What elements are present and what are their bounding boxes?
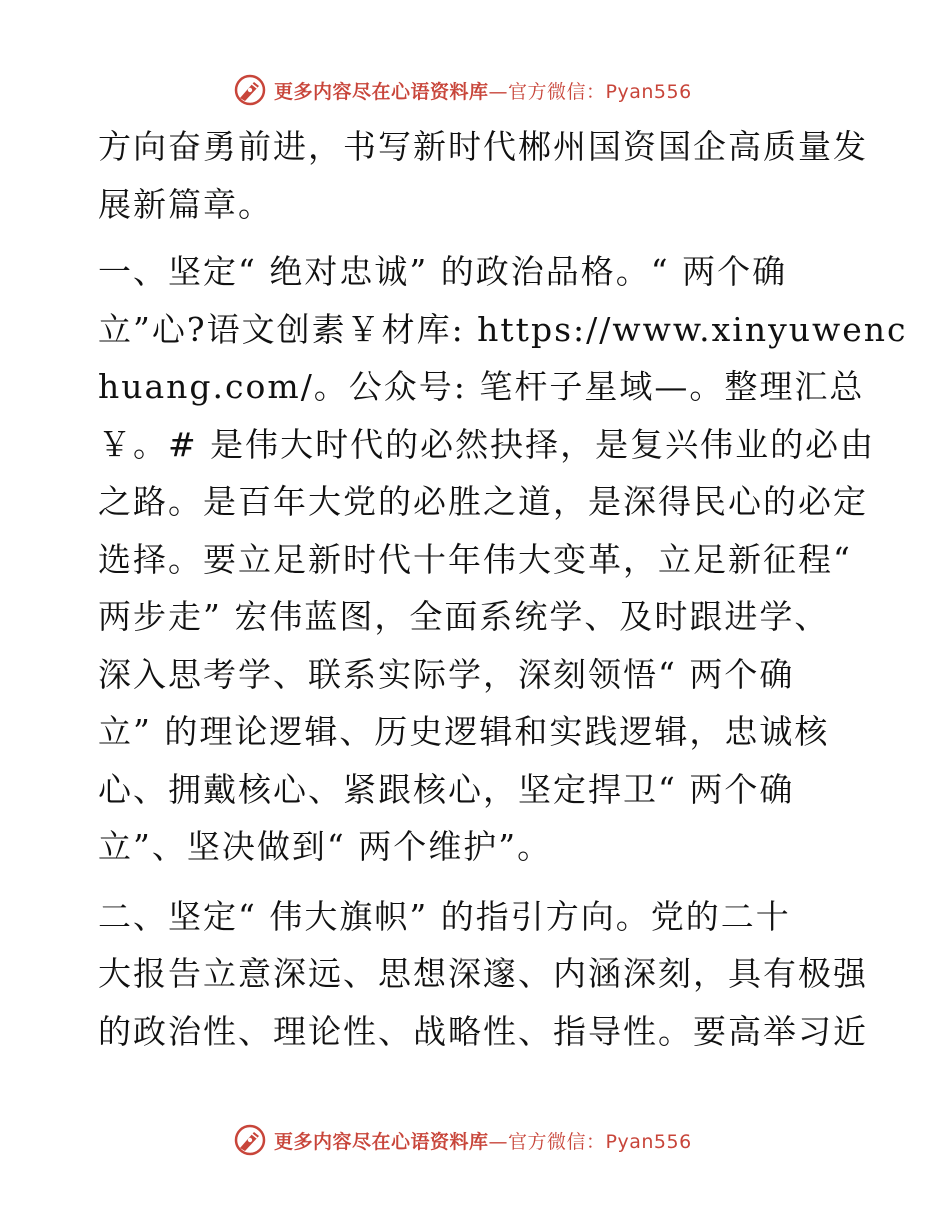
watermark-site-name: 更多内容尽在心语资料库 [274, 1130, 489, 1153]
text-line: 方向奋勇前进，书写新时代郴州国资国企高质量发 [98, 127, 868, 166]
footer-watermark [232, 1120, 692, 1160]
text-line: huang.com/。公众号: 笔杆子星域—。整理汇总 [98, 367, 865, 406]
document-body [98, 118, 908, 1060]
pen-nib-logo-icon [232, 1122, 268, 1158]
text-line: 选择。要立足新时代十年伟大变革，立足新征程“ [98, 539, 852, 579]
text-line: 的政治性、理论性、战略性、指导性。要高举习近 [98, 1011, 868, 1051]
watermark-text [274, 1127, 692, 1154]
watermark-contact-id: Pyan556 [605, 1130, 692, 1153]
watermark-contact-label: 官方微信： [508, 80, 606, 103]
text-line: 之路。是百年大党的必胜之道，是深得民心的必定 [98, 482, 868, 521]
paragraph-section-one [98, 243, 908, 876]
text-line: 立” 的理论逻辑、历史逻辑和实践逻辑，忠诚核 [98, 712, 830, 751]
text-line: 立”心?语文创素￥材库: https://www.xinyuwenc [98, 309, 908, 349]
paragraph-intro-continuation [98, 118, 868, 233]
watermark-contact-label: 官方微信： [508, 1130, 606, 1153]
text-line: 两步走” 宏伟蓝图，全面系统学、及时跟进学、 [98, 597, 830, 636]
text-line: 深入思考学、联系实际学，深刻领悟“ 两个确 [98, 654, 795, 694]
watermark-contact-id: Pyan556 [605, 80, 692, 103]
text-line: 大报告立意深远、思想深邃、内涵深刻，具有极强 [98, 954, 868, 993]
text-line: ￥。# 是伟大时代的必然抉择，是复兴伟业的必由 [98, 424, 876, 464]
text-line: 一、坚定“ 绝对忠诚” 的政治品格。“ 两个确 [98, 252, 788, 291]
watermark-dash: — [488, 1130, 509, 1153]
watermark-site-name: 更多内容尽在心语资料库 [274, 80, 489, 103]
text-line: 立”、坚决做到“ 两个维护”。 [98, 827, 553, 866]
header-watermark [232, 70, 692, 110]
text-line: 二、坚定“ 伟大旗帜” 的指引方向。党的二十 [98, 896, 791, 936]
paragraph-section-two [98, 888, 868, 1061]
text-line: 展新篇章。 [98, 184, 273, 224]
text-line: 心、拥戴核心、紧跟核心，坚定捍卫“ 两个确 [98, 769, 795, 809]
pen-nib-logo-icon [232, 72, 268, 108]
watermark-dash: — [488, 80, 509, 103]
watermark-text [274, 77, 692, 104]
